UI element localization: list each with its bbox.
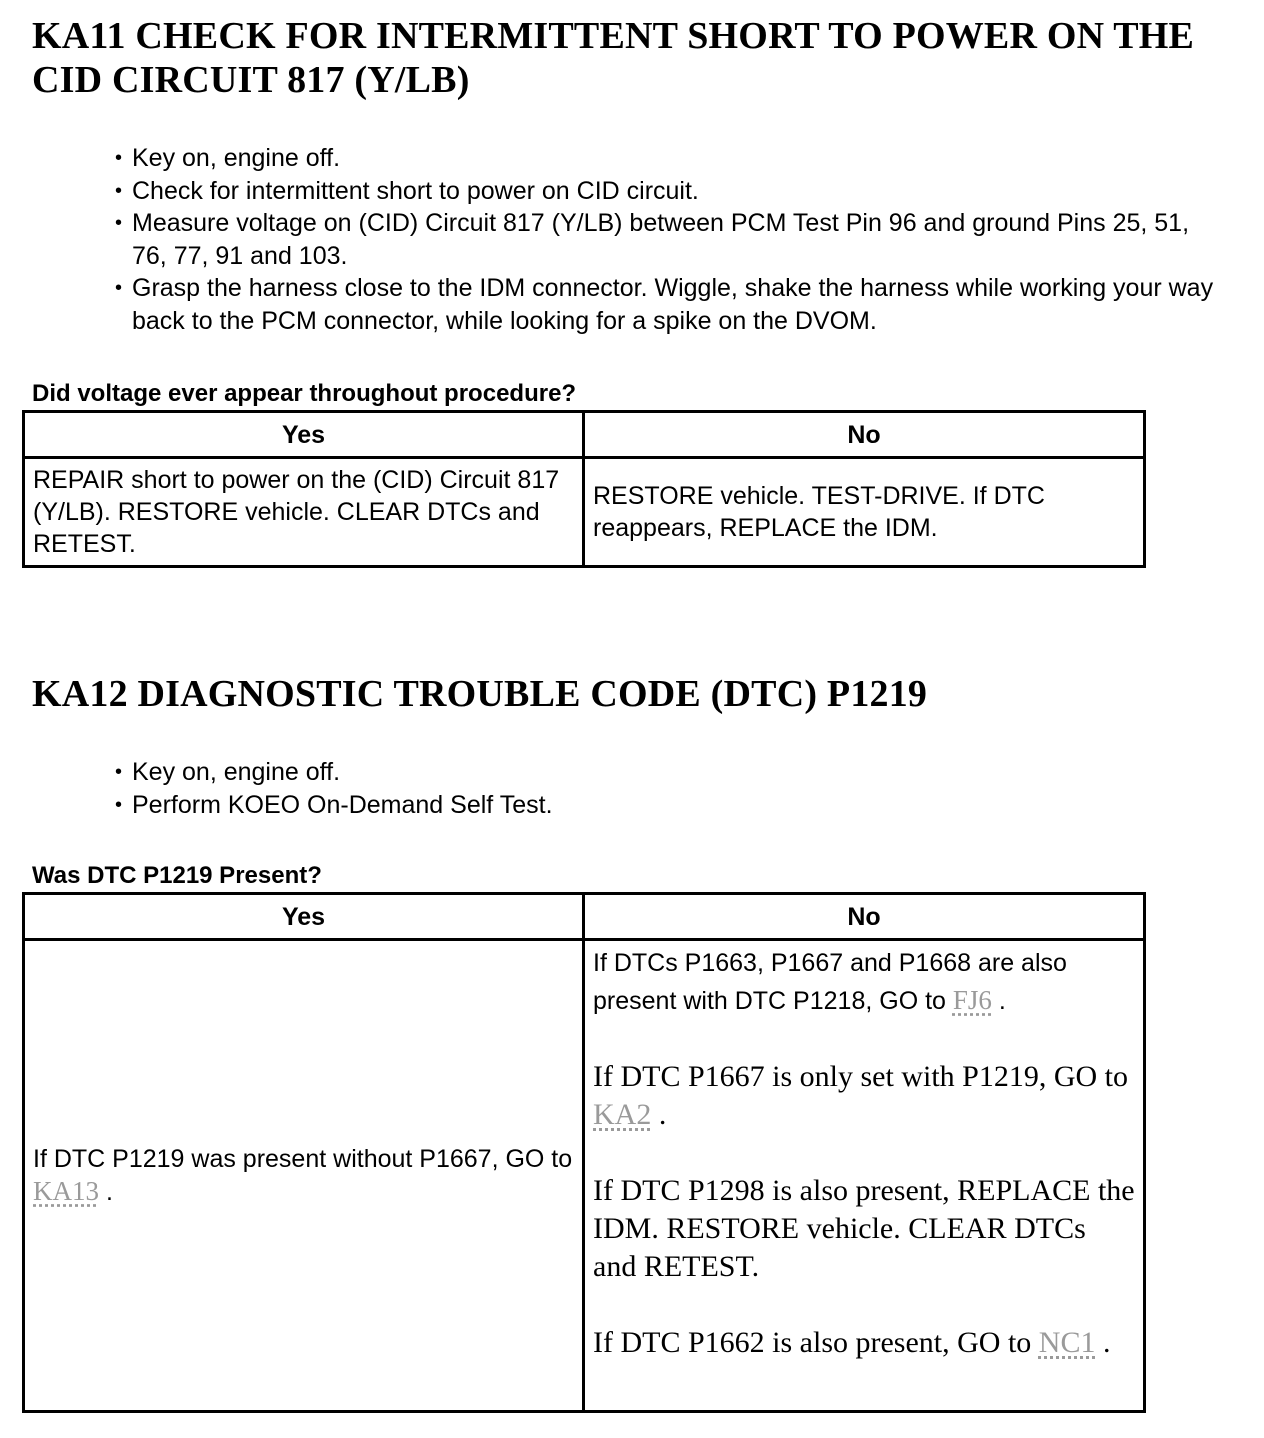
ka11-decision-table (22, 410, 1146, 568)
step-item: • Measure voltage on (CID) Circuit 817 (Y/LB) between PCM Test Pin 96 and ground Pins 25, 51, 76, 77, 91 and 103. (115, 209, 1190, 270)
link-nc1[interactable]: NC1 (1038, 1326, 1096, 1359)
yes-text: If DTC P1219 was present without P1667, GO to (33, 1145, 573, 1173)
yes-cell: REPAIR short to power on the (CID) Circuit 817 (Y/LB). RESTORE vehicle. CLEAR DTCs and RETEST. (24, 458, 584, 567)
no-item: If DTCs P1663, P1667 and P1668 are also present with DTC P1218, GO to FJ6 . (593, 949, 1067, 1015)
bullet-icon: • (115, 793, 123, 816)
ka12-question: Was DTC P1219 Present? (32, 862, 322, 889)
bullet-icon: • (115, 761, 123, 783)
table-row (24, 940, 1145, 1412)
yes-header: Yes (24, 894, 584, 940)
ka12-steps (112, 756, 1227, 821)
no-item: If DTC P1662 is also present, GO to NC1 . (593, 1326, 1111, 1359)
bullet-icon: • (115, 277, 123, 299)
bullet-icon: • (115, 212, 123, 234)
step-item: • Perform KOEO On-Demand Self Test. (112, 789, 1227, 822)
period: . (105, 1178, 113, 1206)
link-ka2[interactable]: KA2 (593, 1098, 652, 1131)
table-header-row (24, 412, 1145, 458)
table-row (24, 458, 1145, 567)
link-ka13[interactable]: KA13 (33, 1176, 99, 1206)
no-item: If DTC P1667 is only set with P1219, GO to KA2 . (593, 1060, 1129, 1131)
no-item: If DTC P1298 is also present, REPLACE the IDM. RESTORE vehicle. CLEAR DTCs and RETEST. (593, 1174, 1135, 1283)
step-item: • Key on, engine off. (112, 756, 1227, 789)
no-cell (584, 940, 1145, 1412)
bullet-icon: • (115, 147, 123, 169)
link-fj6[interactable]: FJ6 (952, 985, 992, 1015)
ka11-steps (112, 142, 1227, 337)
no-header: No (584, 894, 1145, 940)
step-item: • Check for intermittent short to power on CID circuit. (112, 175, 1227, 208)
table-header-row (24, 894, 1145, 940)
step-item: • Key on, engine off. (112, 142, 1227, 175)
bullet-icon: • (115, 179, 123, 202)
yes-cell (24, 940, 584, 1412)
no-header: No (584, 412, 1145, 458)
yes-header: Yes (24, 412, 584, 458)
ka12-decision-table (22, 892, 1146, 1413)
no-cell: RESTORE vehicle. TEST-DRIVE. If DTC reappears, REPLACE the IDM. (584, 458, 1145, 567)
ka12-title: KA12 DIAGNOSTIC TROUBLE CODE (DTC) P1219 (32, 673, 928, 715)
step-item: • Grasp the harness close to the IDM connector. Wiggle, shake the harness while working your way back to the PCM connector, while looking for a spike on the DVOM. (115, 274, 1214, 335)
ka11-title: KA11 CHECK FOR INTERMITTENT SHORT TO POWER ON THE CID CIRCUIT 817 (Y/LB) (32, 15, 1195, 101)
ka11-question: Did voltage ever appear throughout procedure? (32, 380, 577, 407)
